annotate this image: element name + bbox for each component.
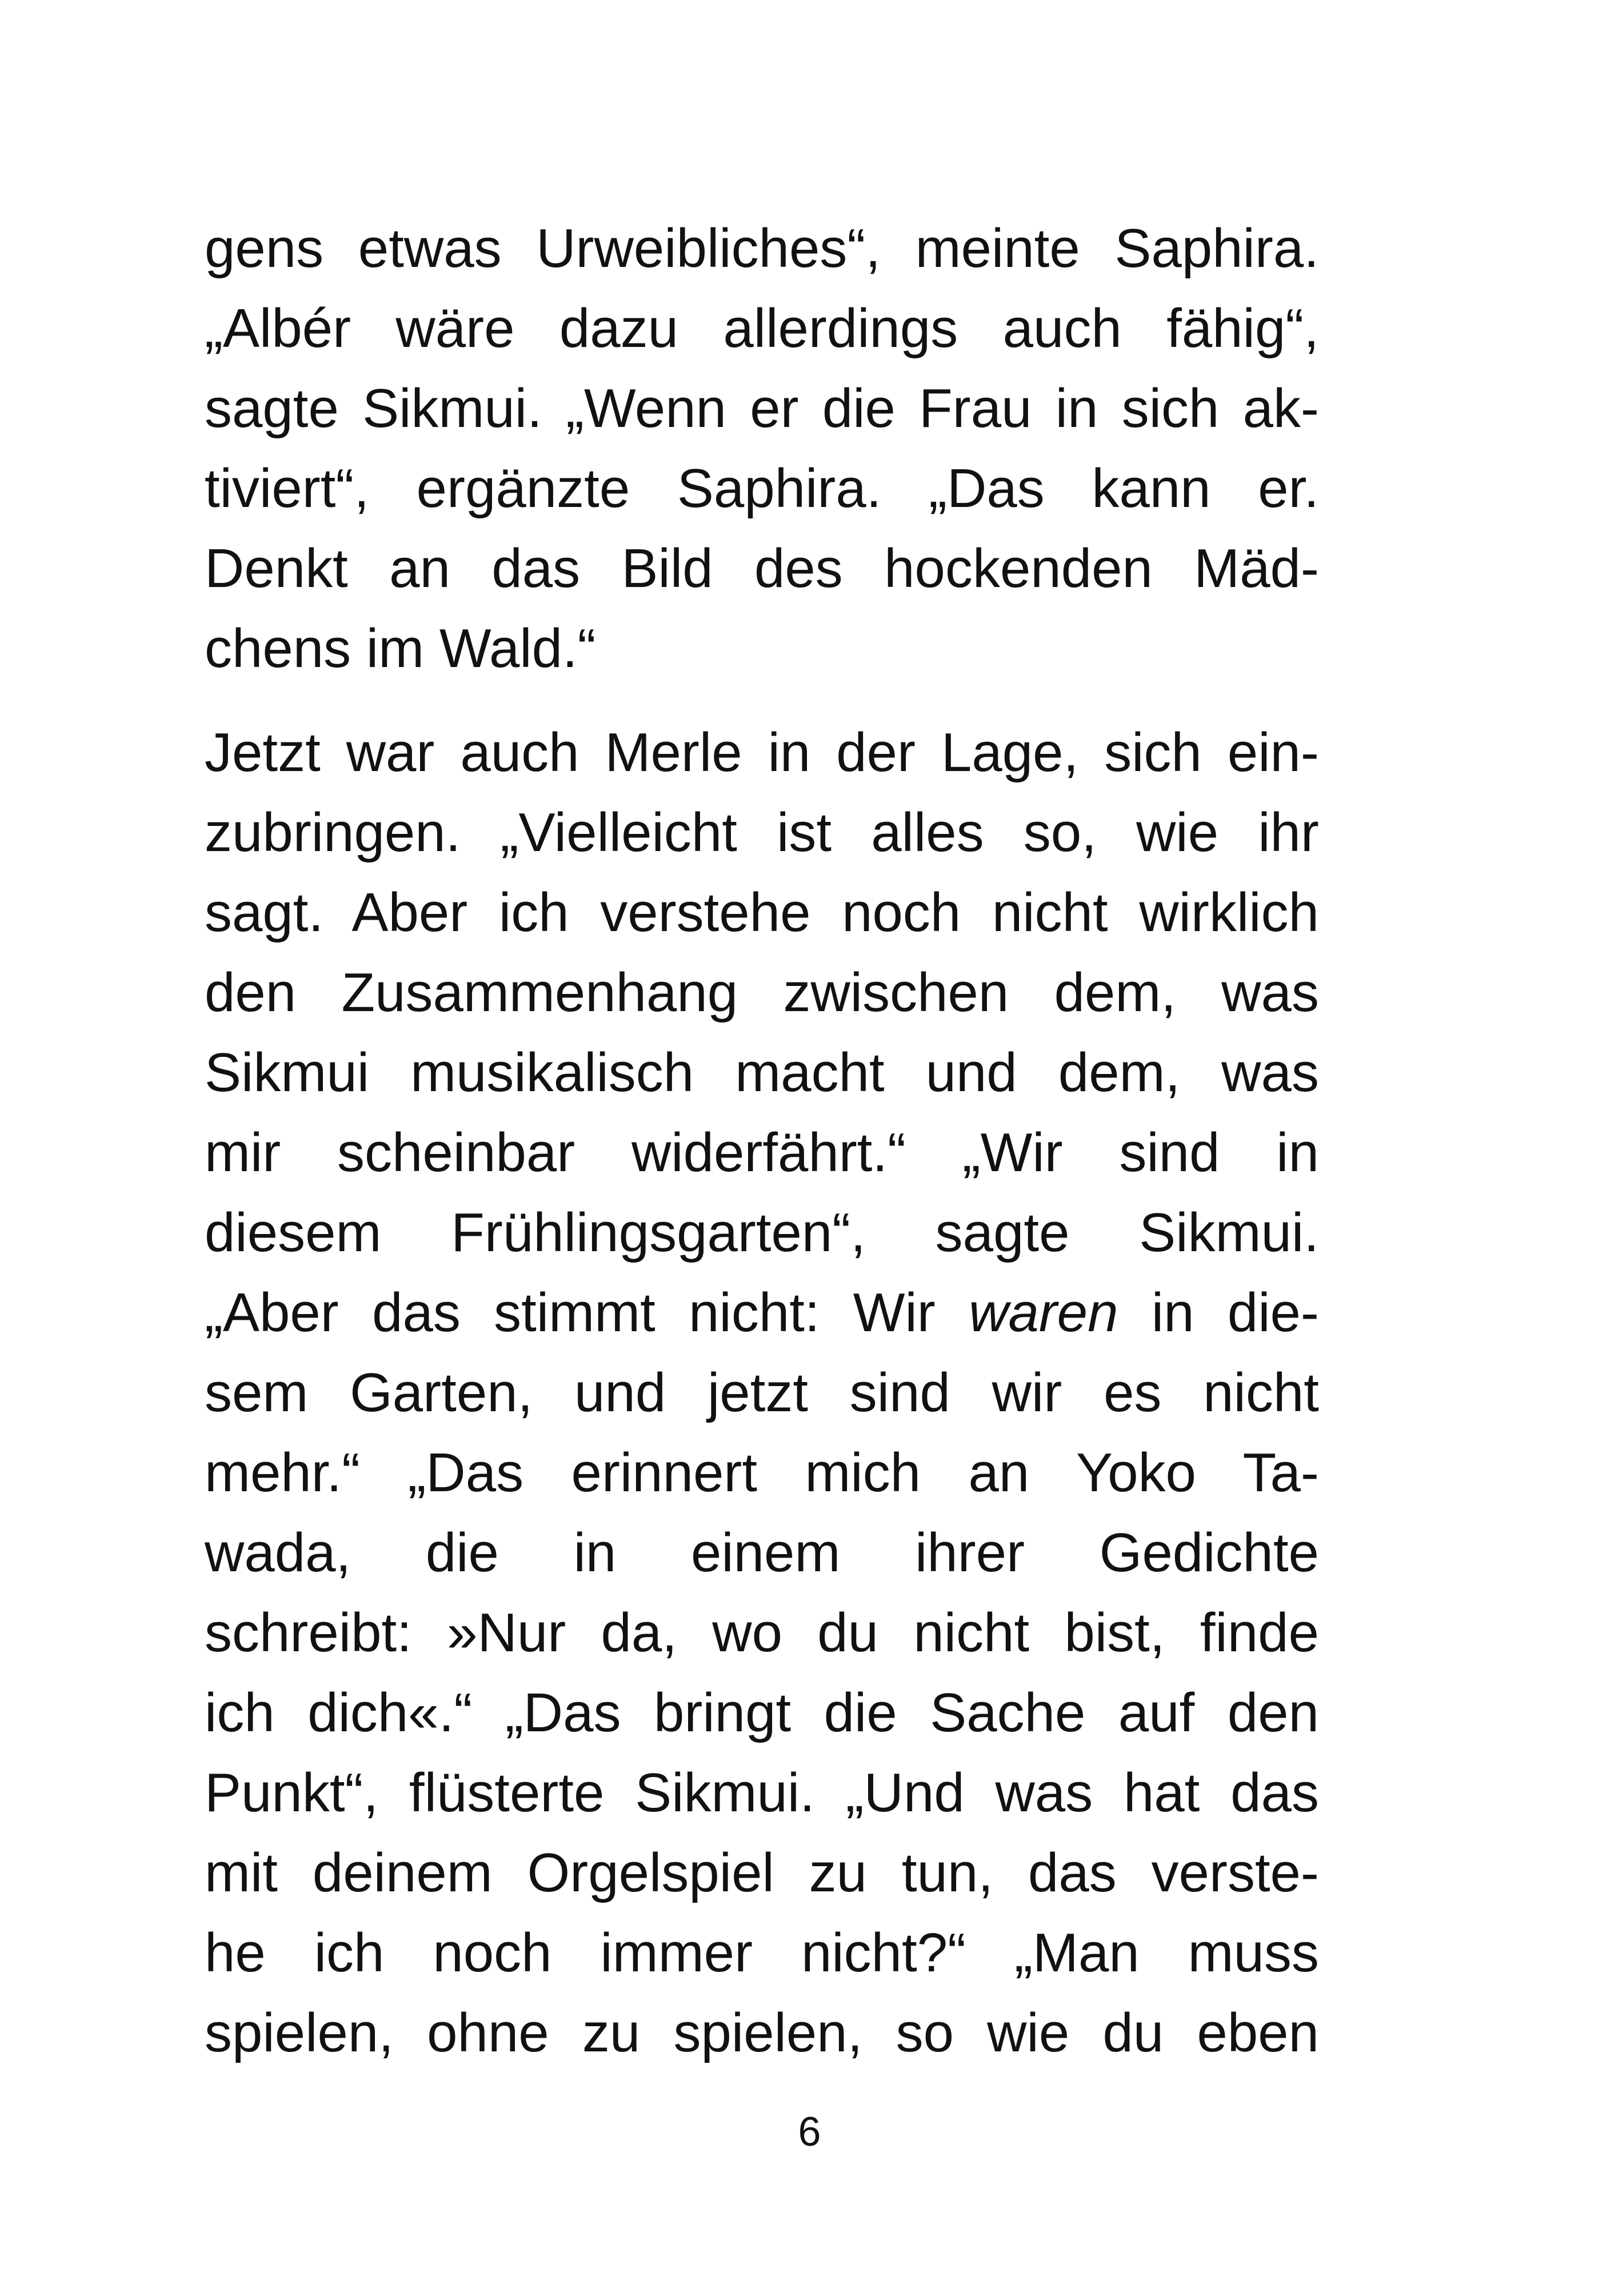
paragraph-1 xyxy=(205,209,1319,689)
text-line: wada, die in einem ihrer Gedichte xyxy=(205,1522,1319,1583)
text-line: Punkt“, flüsterte Sikmui. „Und was hat das xyxy=(205,1762,1319,1823)
text-line: ich dich«.“ „Das bringt die Sache auf den xyxy=(205,1682,1319,1743)
emphasized-word: waren xyxy=(969,1282,1118,1343)
text-line: den Zusammenhang zwischen dem, was xyxy=(205,962,1319,1023)
text-line: sagt. Aber ich verstehe noch nicht wirklich xyxy=(205,882,1319,943)
text-line: chens im Wald.“ xyxy=(205,618,596,679)
text-line: mit deinem Orgelspiel zu tun, das verste- xyxy=(205,1842,1319,1903)
text-line-with-emphasis xyxy=(205,1273,1319,1353)
text-line: sagte Sikmui. „Wenn er die Frau in sich ak- xyxy=(205,378,1319,439)
text-line: he ich noch immer nicht?“ „Man muss xyxy=(205,1922,1319,1983)
text-line: tiviert“, ergänzte Saphira. „Das kann er. xyxy=(205,458,1319,519)
text-line: spielen, ohne zu spielen, so wie du eben xyxy=(205,2002,1319,2063)
text-line: mehr.“ „Das erinnert mich an Yoko Ta- xyxy=(205,1442,1319,1503)
text-segment: in die- xyxy=(1118,1282,1319,1343)
text-segment: „Aber das stimmt nicht: Wir xyxy=(205,1282,969,1343)
text-line: zubringen. „Vielleicht ist alles so, wie ihr xyxy=(205,802,1319,863)
text-line: Denkt an das Bild des hockenden Mäd- xyxy=(205,538,1319,599)
text-line: sem Garten, und jetzt sind wir es nicht xyxy=(205,1362,1319,1423)
text-line: Jetzt war auch Merle in der Lage, sich ein- xyxy=(205,722,1319,783)
text-line: gens etwas Urweibliches“, meinte Saphira. xyxy=(205,218,1319,279)
paragraph-2 xyxy=(205,713,1319,2073)
text-line: mir scheinbar widerfährt.“ „Wir sind in xyxy=(205,1122,1319,1183)
text-line: schreibt: »Nur da, wo du nicht bist, finde xyxy=(205,1602,1319,1663)
text-line: „Albér wäre dazu allerdings auch fähig“, xyxy=(205,298,1319,359)
page-number: 6 xyxy=(798,2109,821,2155)
text-line: Sikmui musikalisch macht und dem, was xyxy=(205,1042,1319,1103)
text-line: diesem Frühlingsgarten“, sagte Sikmui. xyxy=(205,1202,1319,1263)
